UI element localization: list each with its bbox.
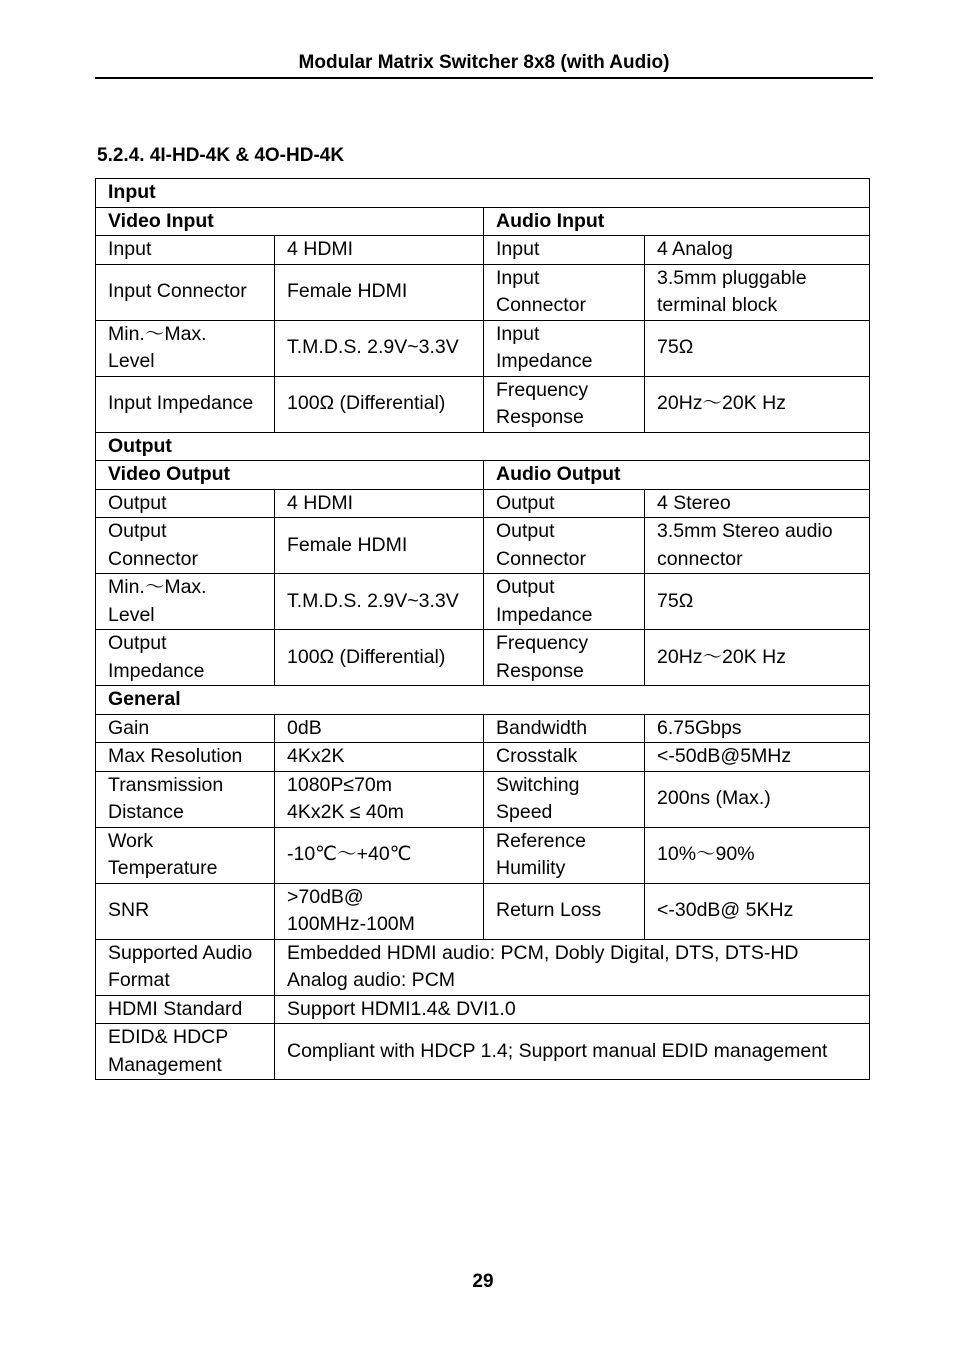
video-param-label: Input Connector <box>96 264 275 320</box>
param-label: Transmission Distance <box>96 771 275 827</box>
param-label: Bandwidth <box>484 714 645 743</box>
video-param-value: Female HDMI <box>275 518 484 574</box>
input-spec-row <box>96 320 870 376</box>
input-section-title: Input <box>96 179 870 208</box>
header-rule <box>95 77 873 79</box>
general-section-title: General <box>96 686 870 715</box>
video-param-label: Min.～Max. Level <box>96 320 275 376</box>
general-section-title-row <box>96 686 870 715</box>
input-spec-row <box>96 236 870 265</box>
audio-param-value: 4 Analog <box>645 236 870 265</box>
video-param-value: 4 HDMI <box>275 236 484 265</box>
audio-output-heading: Audio Output <box>484 461 870 490</box>
param-value: 6.75Gbps <box>645 714 870 743</box>
output-spec-row <box>96 518 870 574</box>
output-spec-row <box>96 574 870 630</box>
output-section-title-row <box>96 432 870 461</box>
video-param-value: T.M.D.S. 2.9V~3.3V <box>275 574 484 630</box>
general-spec-row <box>96 827 870 883</box>
general-wide-row <box>96 939 870 995</box>
audio-param-value: 75Ω <box>645 320 870 376</box>
section-heading: 5.2.4. 4I-HD-4K & 4O-HD-4K <box>97 145 345 166</box>
param-value: 0dB <box>275 714 484 743</box>
audio-param-value: 3.5mm Stereo audio connector <box>645 518 870 574</box>
param-value: 1080P≤70m 4Kx2K ≤ 40m <box>275 771 484 827</box>
general-spec-row <box>96 883 870 939</box>
audio-param-label: Output <box>484 489 645 518</box>
general-spec-row <box>96 771 870 827</box>
general-spec-row <box>96 714 870 743</box>
param-label: Switching Speed <box>484 771 645 827</box>
audio-param-label: Input Impedance <box>484 320 645 376</box>
param-value: <-50dB@5MHz <box>645 743 870 772</box>
audio-param-value: 3.5mm pluggable terminal block <box>645 264 870 320</box>
param-label: HDMI Standard <box>96 995 275 1024</box>
param-label: EDID& HDCP Management <box>96 1024 275 1080</box>
audio-param-label: Frequency Response <box>484 376 645 432</box>
audio-param-value: 4 Stereo <box>645 489 870 518</box>
param-label: Crosstalk <box>484 743 645 772</box>
general-spec-row <box>96 743 870 772</box>
input-section-title-row <box>96 179 870 208</box>
output-spec-row <box>96 489 870 518</box>
video-param-label: Output <box>96 489 275 518</box>
input-spec-row <box>96 376 870 432</box>
output-section-title: Output <box>96 432 870 461</box>
audio-param-value: 20Hz～20K Hz <box>645 376 870 432</box>
audio-param-label: Input <box>484 236 645 265</box>
running-header: Modular Matrix Switcher 8x8 (with Audio) <box>298 52 670 73</box>
output-spec-row <box>96 630 870 686</box>
video-param-label: Input <box>96 236 275 265</box>
param-value: >70dB@ 100MHz-100M <box>275 883 484 939</box>
param-label: SNR <box>96 883 275 939</box>
audio-param-label: Frequency Response <box>484 630 645 686</box>
param-value: <-30dB@ 5KHz <box>645 883 870 939</box>
audio-param-value: 20Hz～20K Hz <box>645 630 870 686</box>
page-number: 29 <box>472 1271 494 1292</box>
param-value: 200ns (Max.) <box>645 771 870 827</box>
input-subheading-row <box>96 207 870 236</box>
spec-table-body <box>96 179 870 1080</box>
general-wide-row <box>96 1024 870 1080</box>
audio-param-label: Output Connector <box>484 518 645 574</box>
general-wide-row <box>96 995 870 1024</box>
video-output-heading: Video Output <box>96 461 484 490</box>
video-param-value: T.M.D.S. 2.9V~3.3V <box>275 320 484 376</box>
output-subheading-row <box>96 461 870 490</box>
param-label: Reference Humility <box>484 827 645 883</box>
video-param-value: 100Ω (Differential) <box>275 376 484 432</box>
audio-param-value: 75Ω <box>645 574 870 630</box>
video-param-label: Input Impedance <box>96 376 275 432</box>
video-param-label: Min.～Max. Level <box>96 574 275 630</box>
param-value: Embedded HDMI audio: PCM, Dobly Digital, DTS, DTS-HD Analog audio: PCM <box>275 939 870 995</box>
param-value: Support HDMI1.4& DVI1.0 <box>275 995 870 1024</box>
param-label: Return Loss <box>484 883 645 939</box>
video-param-value: Female HDMI <box>275 264 484 320</box>
audio-param-label: Input Connector <box>484 264 645 320</box>
param-label: Work Temperature <box>96 827 275 883</box>
param-value: 4Kx2K <box>275 743 484 772</box>
video-param-label: Output Impedance <box>96 630 275 686</box>
input-spec-row <box>96 264 870 320</box>
param-value: -10℃～+40℃ <box>275 827 484 883</box>
video-param-value: 100Ω (Differential) <box>275 630 484 686</box>
video-param-value: 4 HDMI <box>275 489 484 518</box>
param-value: 10%～90% <box>645 827 870 883</box>
audio-param-label: Output Impedance <box>484 574 645 630</box>
video-input-heading: Video Input <box>96 207 484 236</box>
param-label: Max Resolution <box>96 743 275 772</box>
video-param-label: Output Connector <box>96 518 275 574</box>
audio-input-heading: Audio Input <box>484 207 870 236</box>
param-value: Compliant with HDCP 1.4; Support manual EDID management <box>275 1024 870 1080</box>
spec-table <box>95 178 870 1080</box>
param-label: Supported Audio Format <box>96 939 275 995</box>
param-label: Gain <box>96 714 275 743</box>
